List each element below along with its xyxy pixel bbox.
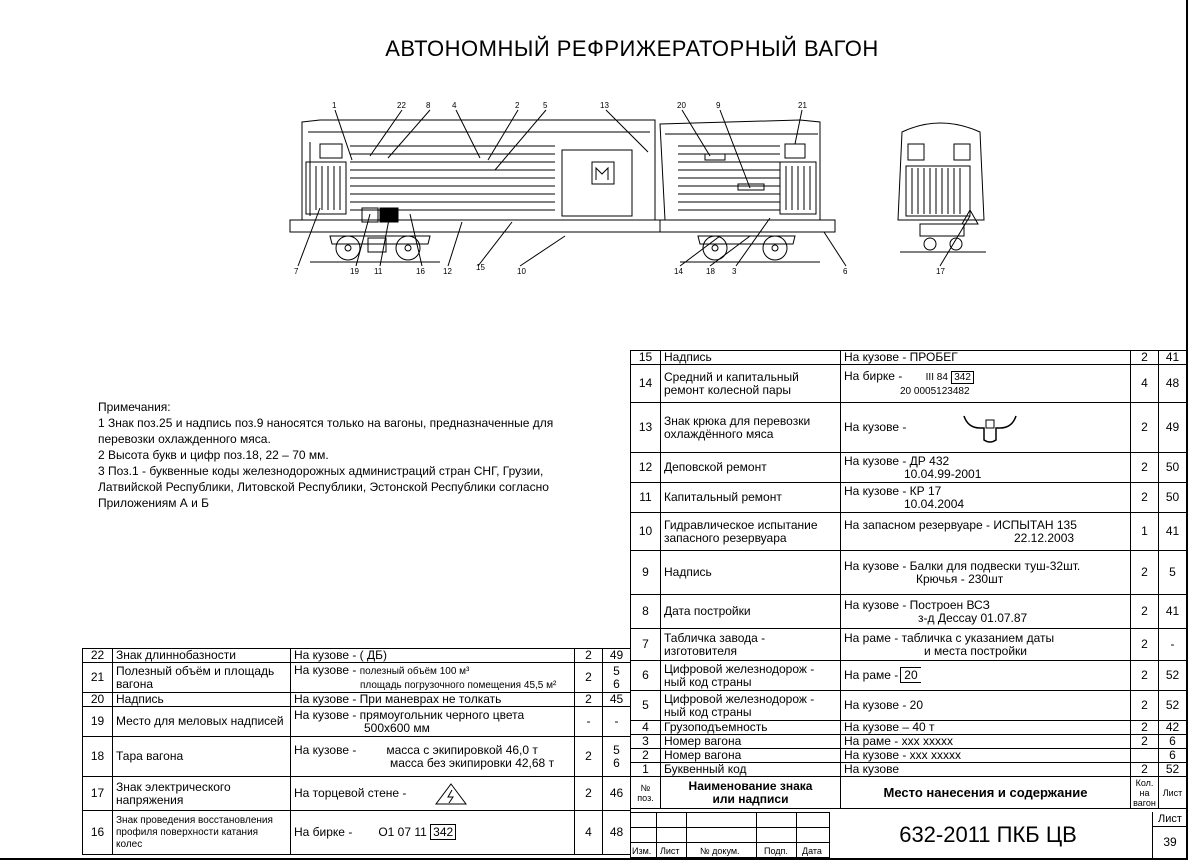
table-row	[83, 693, 631, 707]
callout-label: 12	[443, 267, 452, 276]
stamp-col-label: Лист	[660, 846, 680, 856]
row-number: 11	[631, 483, 661, 513]
row-name: Знак крюка для перевозки охлаждённого мяса	[661, 403, 841, 453]
row-number: 22	[83, 649, 113, 663]
row-sheet: 45	[603, 693, 631, 707]
row-place: На запасном резервуаре - ИСПЫТАН 135 22.12.2003	[841, 513, 1131, 551]
stamp-col-label: Дата	[802, 846, 822, 856]
callout-label: 22	[397, 101, 406, 110]
row-name: Надпись	[661, 351, 841, 365]
row-qty: 2	[575, 693, 603, 707]
table-row	[631, 365, 1187, 403]
row-qty: 2	[1131, 661, 1159, 691]
table-row	[631, 551, 1187, 595]
callout-label: 15	[476, 263, 485, 272]
table-row	[631, 351, 1187, 365]
row-name: Капитальный ремонт	[661, 483, 841, 513]
table-row	[631, 403, 1187, 453]
sheet-number: 39	[1163, 835, 1177, 849]
row-place: На торцевой стене -	[291, 777, 575, 811]
row-name: Цифровой железнодорож - ный код страны	[661, 661, 841, 691]
row-sheet: 6	[1159, 735, 1187, 749]
row-name: Цифровой железнодорож - ный код страны	[661, 691, 841, 721]
row-name: Номер вагона	[661, 749, 841, 763]
table-row	[631, 483, 1187, 513]
row-place: На кузове - прямоугольник черного цвета 500х600 мм	[291, 707, 575, 737]
note-item: 1 Знак поз.25 и надпись поз.9 наносятся только на вагоны, предназначенные для перевозки охлажденного мяса.	[98, 416, 557, 446]
row-place: На кузове - Балки для подвески туш-32шт. Крючья - 230шт	[841, 551, 1131, 595]
row-name: Грузоподъемность	[661, 721, 841, 735]
row-sheet: 49	[1159, 403, 1187, 453]
callout-label: 17	[936, 267, 945, 276]
row-number: 19	[83, 707, 113, 737]
row-number: 3	[631, 735, 661, 749]
table-row	[83, 777, 631, 811]
row-number: 14	[631, 365, 661, 403]
stamp-col-label: Подп.	[764, 846, 788, 856]
callout-label: 6	[843, 267, 848, 276]
table-row	[83, 811, 631, 855]
callout-label: 3	[732, 267, 737, 276]
row-number: 13	[631, 403, 661, 453]
row-number: 16	[83, 811, 113, 855]
row-number: 18	[83, 737, 113, 777]
row-sheet: 52	[1159, 691, 1187, 721]
row-name: Деповской ремонт	[661, 453, 841, 483]
row-name: Знак длиннобазности	[113, 649, 291, 663]
row-qty: 2	[1131, 595, 1159, 629]
row-sheet: 46	[603, 777, 631, 811]
note-item: 3 Поз.1 - буквенные коды железнодорожных администраций стран СНГ, Грузии, Латвийской Республики, Литовской Республики, Эстонской Республики согласно Приложениям А и Б	[98, 464, 553, 510]
row-name: Табличка завода - изготовителя	[661, 629, 841, 661]
table-row	[631, 595, 1187, 629]
row-place: На кузове – 40 т	[841, 721, 1131, 735]
table-header-row	[631, 777, 1187, 809]
row-place: На кузове - При маневрах не толкать	[291, 693, 575, 707]
marking-table-left	[82, 648, 631, 855]
row-name: Дата постройки	[661, 595, 841, 629]
row-place: На кузове - полезный объём 100 м³ площадь погрузочного помещения 45,5 м²	[291, 663, 575, 693]
row-qty: 2	[1131, 721, 1159, 735]
table-row	[631, 749, 1187, 763]
row-number: 1	[631, 763, 661, 777]
notes	[98, 399, 598, 511]
table-row	[631, 453, 1187, 483]
row-place: На кузове - ПРОБЕГ	[841, 351, 1131, 365]
row-name: Тара вагона	[113, 737, 291, 777]
row-qty: 1	[1131, 513, 1159, 551]
row-sheet: 5	[1159, 551, 1187, 595]
row-place: На кузове - ххх ххххх	[841, 749, 1131, 763]
callout-label: 14	[674, 267, 683, 276]
row-number: 12	[631, 453, 661, 483]
row-place: На бирке - III 84 342 20 0005123482	[841, 365, 1131, 403]
callout-label: 19	[350, 267, 359, 276]
row-number: 20	[83, 693, 113, 707]
callout-label: 21	[798, 101, 807, 110]
row-number: 6	[631, 661, 661, 691]
row-qty: 2	[1131, 691, 1159, 721]
row-place: На кузове - ( ДБ)	[291, 649, 575, 663]
row-name: Средний и капитальный ремонт колесной пары	[661, 365, 841, 403]
sheet-number-box	[1152, 812, 1187, 858]
row-place: На раме - 20	[841, 661, 1131, 691]
row-sheet: 42	[1159, 721, 1187, 735]
row-name: Полезный объём и площадь вагона	[113, 663, 291, 693]
callout-label: 9	[716, 101, 721, 110]
callout-label: 13	[600, 101, 609, 110]
row-place: На кузове - КР 17 10.04.2004	[841, 483, 1131, 513]
header-sheet: Лист	[1159, 777, 1187, 809]
row-place: На кузове - Построен ВСЗ з-д Дессау 01.07.87	[841, 595, 1131, 629]
row-number: 7	[631, 629, 661, 661]
row-number: 2	[631, 749, 661, 763]
notes-heading: Примечания:	[98, 400, 171, 414]
sheet-label: Лист	[1153, 812, 1187, 827]
row-place: На кузове - 20	[841, 691, 1131, 721]
row-place: На раме - табличка с указанием даты и места постройки	[841, 629, 1131, 661]
row-qty: 2	[1131, 629, 1159, 661]
row-sheet: 41	[1159, 595, 1187, 629]
row-name: Знак электрического напряжения	[113, 777, 291, 811]
row-number: 9	[631, 551, 661, 595]
row-sheet: 49	[603, 649, 631, 663]
row-qty: 2	[575, 737, 603, 777]
row-place: На раме - ххх ххххх	[841, 735, 1131, 749]
row-name: Гидравлическое испытание запасного резервуара	[661, 513, 841, 551]
row-place: На кузове - масса с экипировкой 46,0 т масса без экипировки 42,68 т	[291, 737, 575, 777]
header-qty: Кол. на вагон	[1131, 777, 1159, 809]
row-number: 10	[631, 513, 661, 551]
row-place: На кузове - ДР 432 10.04.99-2001	[841, 453, 1131, 483]
row-number: 17	[83, 777, 113, 811]
row-qty: 2	[1131, 483, 1159, 513]
row-number: 5	[631, 691, 661, 721]
row-sheet: 52	[1159, 763, 1187, 777]
table-row	[631, 763, 1187, 777]
row-qty: 2	[1131, 403, 1159, 453]
row-number: 21	[83, 663, 113, 693]
callout-label: 7	[294, 267, 299, 276]
row-name: Место для меловых надписей	[113, 707, 291, 737]
callout-label: 5	[543, 101, 548, 110]
table-row	[83, 663, 631, 693]
table-row	[631, 513, 1187, 551]
row-place: На бирке - О1 07 11 342	[291, 811, 575, 855]
row-qty: -	[575, 707, 603, 737]
marking-table-right	[630, 350, 1187, 809]
row-sheet: 6	[1159, 749, 1187, 763]
row-qty: 4	[1131, 365, 1159, 403]
header-place: Место нанесения и содержание	[841, 777, 1131, 809]
row-qty: 2	[575, 663, 603, 693]
table-row	[631, 661, 1187, 691]
row-qty: 2	[1131, 551, 1159, 595]
row-sheet: -	[1159, 629, 1187, 661]
table-row	[631, 691, 1187, 721]
stamp-col-label: № докум.	[700, 846, 740, 856]
table-row	[631, 629, 1187, 661]
row-qty: 2	[1131, 735, 1159, 749]
callout-label: 18	[706, 267, 715, 276]
table-row	[83, 649, 631, 663]
row-sheet: 41	[1159, 351, 1187, 365]
row-name: Номер вагона	[661, 735, 841, 749]
row-number: 15	[631, 351, 661, 365]
callout-label: 16	[416, 267, 425, 276]
meat-hook-sign-icon	[960, 410, 1020, 446]
row-sheet: 50	[1159, 453, 1187, 483]
row-sheet: 5 6	[603, 737, 631, 777]
stamp-col-label: Изм.	[632, 846, 652, 856]
row-qty	[1131, 749, 1159, 763]
note-item: 2 Высота букв и цифр поз.18, 22 – 70 мм.	[98, 448, 329, 462]
row-sheet: 48	[1159, 365, 1187, 403]
row-number: 4	[631, 721, 661, 735]
page-title: АВТОНОМНЫЙ РЕФРИЖЕРАТОРНЫЙ ВАГОН	[385, 36, 879, 61]
document-code: 632-2011 ПКБ ЦВ	[899, 822, 1077, 847]
row-place: На кузове -	[841, 403, 1131, 453]
row-number: 8	[631, 595, 661, 629]
row-sheet: 52	[1159, 661, 1187, 691]
row-sheet: 50	[1159, 483, 1187, 513]
row-name: Надпись	[661, 551, 841, 595]
row-sheet: -	[603, 707, 631, 737]
row-sheet: 5 6	[603, 663, 631, 693]
callout-label: 10	[517, 267, 526, 276]
row-qty: 2	[1131, 351, 1159, 365]
callout-label: 20	[677, 101, 686, 110]
callout-label: 1	[332, 101, 337, 110]
header-name: Наименование знака или надписи	[661, 777, 841, 809]
row-sheet: 48	[603, 811, 631, 855]
row-qty: 2	[1131, 763, 1159, 777]
row-qty: 4	[575, 811, 603, 855]
callout-label: 8	[426, 101, 431, 110]
callout-label: 2	[515, 101, 520, 110]
table-row	[83, 737, 631, 777]
electric-voltage-sign-icon	[434, 782, 468, 806]
table-row	[631, 721, 1187, 735]
callout-label: 4	[452, 101, 457, 110]
row-qty: 2	[1131, 453, 1159, 483]
row-name: Буквенный код	[661, 763, 841, 777]
row-name: Знак проведения восстановления профиля поверхности катания колес	[113, 811, 291, 855]
row-sheet: 41	[1159, 513, 1187, 551]
row-place: На кузове	[841, 763, 1131, 777]
table-row	[83, 707, 631, 737]
callout-label: 11	[374, 267, 383, 276]
row-name: Надпись	[113, 693, 291, 707]
wagon-drawing	[280, 96, 1000, 286]
row-qty: 2	[575, 649, 603, 663]
header-number: № поз.	[631, 777, 661, 809]
row-qty: 2	[575, 777, 603, 811]
title-block-labels	[630, 846, 830, 858]
table-row	[631, 735, 1187, 749]
